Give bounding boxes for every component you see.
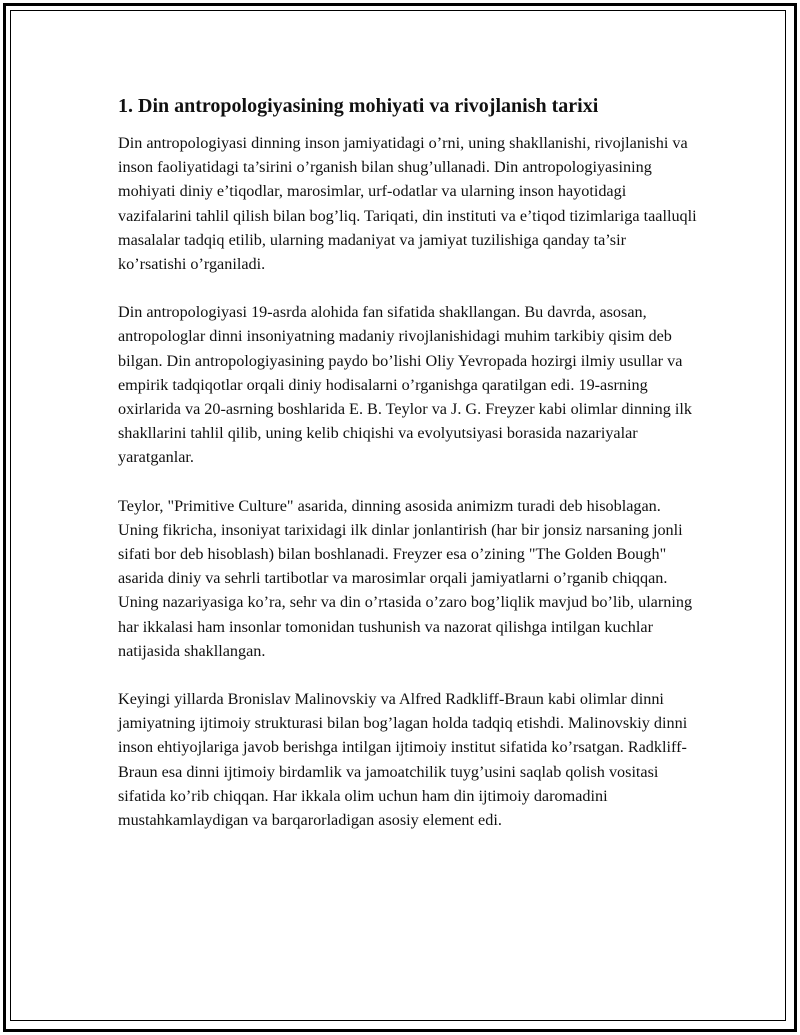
paragraph-4: Keyingi yillarda Bronislav Malinovskiy va Alfred Radkliff-Braun kabi olimlar dinni jamiyatning ijtimoiy strukturasi bilan bog’lagan holda tadqiq etishdi. Malinovskiy dinni inson ehtiyojlariga javob berishga intilgan ijtimoiy institut sifatida ko’rsatgan. Radkliff-Braun esa dinni ijtimoiy birdamlik va jamoatchilik tuyg’usini saqlab qolish vositasi sifatida ko’rib chiqqan. Har ikkala olim uchun ham din ijtimoiy daromadini mustahkamlaydigan va barqarorladigan asosiy element edi. [118,690,688,830]
section-title: 1. Din antropologiyasining mohiyati va rivojlanish tarixi [118,95,599,117]
paragraph-1: Din antropologiyasi dinning inson jamiyatidagi o’rni, uning shakllanishi, rivojlanishi va inson faoliyatidagi ta’sirini o’rganish bilan shug’ullanadi. Din antropologiyasining mohiyati diniy e’tiqodlar, marosimlar, urf-odatlar va ularning inson hayotidagi vazifalarini tahlil qilish bilan bog’liq. Tariqati, din instituti va e’tiqod tizimlariga taalluqli masalalar tadqiq etilib, ularning madaniyat va jamiyat tuzilishiga qanday ta’sir ko’rsatishi o’rganiladi. [118,134,697,274]
paragraph-2: Din antropologiyasi 19-asrda alohida fan sifatida shakllangan. Bu davrda, asosan, antropologlar dinni insoniyatning madaniy rivojlanishidagi muhim tarkibiy qisim deb bilgan. Din antropologiyasining paydo bo’lishi Oliy Yevropada hozirgi ilmiy usullar va empirik tadqiqotlar orqali diniy hodisalarni o’rganishga qaratilgan edi. 19-asrning oxirlarida va 20-asrning boshlarida E. B. Teylor va J. G. Freyzer kabi olimlar dinning ilk shakllarini tahlil qilib, uning kelib chiqishi va evolyutsiyasi borasida nazariyalar yaratganlar. [118,303,692,467]
paragraph-3: Teylor, "Primitive Culture" asarida, dinning asosida animizm turadi deb hisoblagan. Uning fikricha, insoniyat tarixidagi ilk dinlar jonlantirish (har bir jonsiz narsaning jonli sifati bor deb hisoblash) bilan boshlanadi. Freyzer esa o’zining "The Golden Bough" asarida diniy va sehrli tartibotlar va marosimlar orqali jamiyatlarni o’rganib chiqqan. Uning nazariyasiga ko’ra, sehr va din o’rtasida o’zaro bog’liqlik mavjud bo’lib, ularning har ikkalasi ham insonlar tomonidan tushunish va nazorat qilishga intilgan kuchlar natijasida shakllangan. [118,496,693,660]
document-body [118,92,698,856]
